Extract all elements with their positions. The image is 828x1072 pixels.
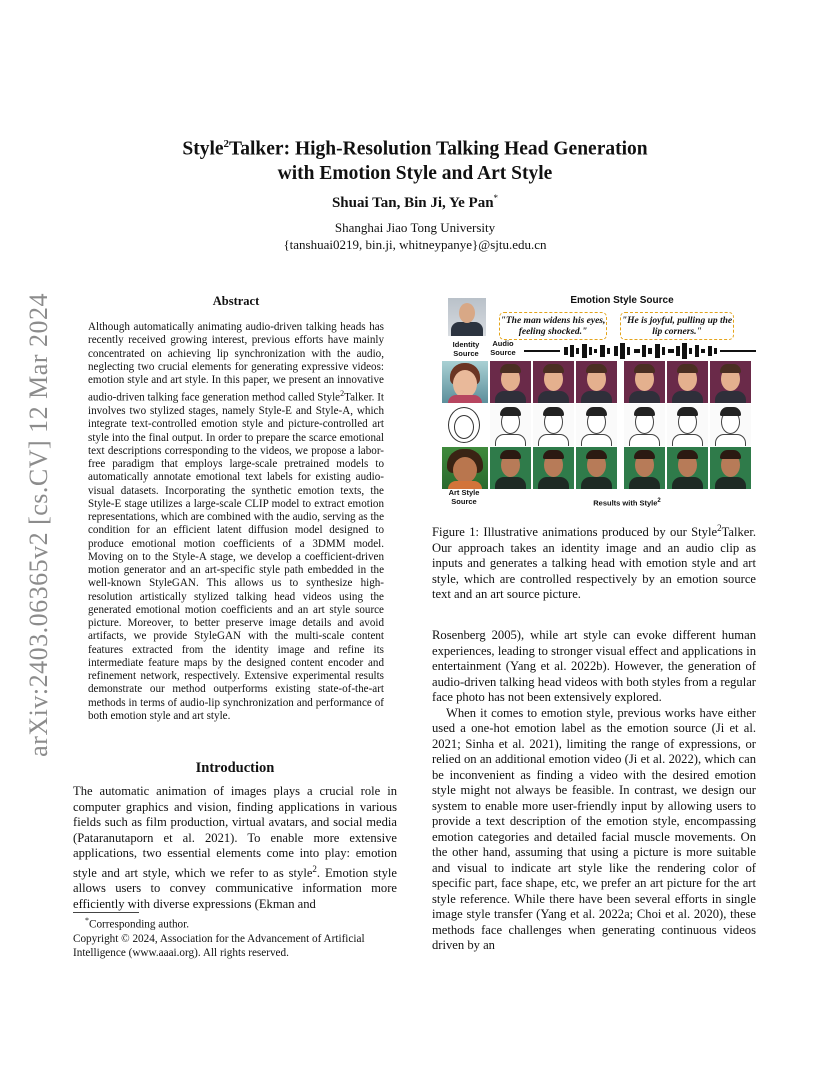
result-frame	[576, 447, 617, 489]
result-frame	[624, 447, 665, 489]
abstract-superscript: 2	[340, 389, 345, 399]
affiliation	[120, 219, 710, 253]
identity-photo	[448, 298, 486, 336]
result-frame	[667, 361, 708, 403]
art-style-picture-2	[442, 404, 488, 446]
result-frame	[533, 447, 574, 489]
footnote-rule	[73, 912, 139, 913]
result-frame	[624, 361, 665, 403]
abstract-heading: Abstract	[212, 294, 260, 308]
paper-title	[120, 132, 710, 186]
footnote	[73, 914, 397, 960]
figure-1	[432, 294, 756, 516]
art-style-label: Art Style Source	[448, 488, 480, 506]
result-frame	[710, 361, 751, 403]
result-frame	[624, 404, 665, 446]
arxiv-id-text: arXiv:2403.06365v2 [cs.CV] 12 Mar 2024	[24, 293, 53, 757]
footnote-mark: *	[85, 916, 89, 925]
results-label-text: Results with Style	[593, 498, 658, 508]
result-frame	[667, 404, 708, 446]
title-text: Style	[182, 138, 224, 160]
audio-waveform	[524, 342, 756, 360]
result-frame	[490, 361, 531, 403]
result-row-3	[442, 447, 756, 489]
audio-label: Audio Source	[490, 339, 516, 357]
footnote-copyright: Copyright © 2024, Association for the Advancement of Artificial Intelligence (www.aaai.org). All rights reserved.	[73, 932, 365, 959]
title-superscript: 2	[223, 138, 230, 150]
result-frame	[576, 404, 617, 446]
author-names: Shuai Tan, Bin Ji, Ye Pan	[331, 195, 494, 211]
result-frame	[710, 447, 751, 489]
intro-superscript: 2	[312, 863, 317, 874]
art-style-picture-1	[442, 361, 488, 403]
result-row-1	[442, 361, 756, 403]
introduction-heading: Introduction	[195, 760, 275, 776]
footnote-corresponding: Corresponding author.	[89, 918, 190, 931]
results-label-superscript: 2	[657, 498, 661, 504]
paragraph: Rosenberg 2005), while art style can evoke different human experiences, leading to stronger visual effect and applications in entertainment (Yang et al. 2022b). However, the generation of audio-driven talking head videos with both styles from a regular face photo has not been extensively explored.	[432, 628, 756, 704]
corresponding-mark: *	[493, 193, 499, 203]
art-style-picture-3	[442, 447, 488, 489]
result-frame	[576, 361, 617, 403]
identity-label: Identity Source	[452, 340, 480, 358]
emotion-quote-1: "The man widens his eyes, feeling shocked."	[499, 312, 607, 340]
result-row-2	[442, 404, 756, 446]
abstract-text	[88, 321, 384, 723]
right-column-text	[432, 628, 756, 954]
paragraph: When it comes to emotion style, previous works have either used a one-hot emotion label as the emotion source (Ji et al. 2021; Sinha et al. 2021), limiting the range of expressions, or relied on an additional emotion video (Ji et al. 2022), which can be inconvenient as finding a video with the desired emotion style might not always be feasible. In contrast, we design our system to enable more user-friendly input by allowing users to provide a text description of the emotion style, encompassing emotion categories and detailed facial muscle movements. On the other hand, assuming that using a picture is more suitable and visual to indicate art style like the rendering color of specific part, face shape, etc, we prefer an art picture for the art style reference. While there have been several efforts in single image style transfer (Yang et al. 2022a; Choi et al. 2020), these methods face challenges when generating continuous videos driven by an	[432, 705, 756, 952]
result-frame	[490, 447, 531, 489]
title-text: with Emotion Style and Art Style	[277, 162, 553, 184]
results-label	[552, 497, 702, 508]
intro-part: The automatic animation of images plays a crucial role in computer graphics and vision, finding applications in various fields such as film production, virtual avatars, and social media (Pataranutaporn et al. 2021). To enable more extensive applications, two essential elements come into play: emotion style and art style, which we refer to as style	[73, 784, 397, 880]
result-frame	[490, 404, 531, 446]
abstract-part: Although automatically animating audio-driven talking heads has recently received growing interest, previous efforts have mainly concentrated on achieving lip synchronization with the audio, neglecting two crucial elements for generating expressive videos: emotion style and art style. In this paper, we present an innovative audio-driven talking face generation method called Style	[88, 321, 384, 404]
emails: {tanshuai0219, bin.ji, whitneypanye}@sjtu.edu.cn	[283, 237, 547, 252]
figure-caption	[432, 521, 756, 603]
institution: Shanghai Jiao Tong University	[334, 220, 496, 235]
result-frame	[710, 404, 751, 446]
author-list	[120, 193, 710, 212]
intro-part: . Emotion style allows users to convey communicative information more efficiently with diverse expressions (Ekman and	[73, 865, 397, 911]
figure-emotion-title: Emotion Style Source	[570, 295, 674, 306]
result-frame	[533, 404, 574, 446]
result-frame	[533, 361, 574, 403]
emotion-quote-2: "He is joyful, pulling up the lip corners."	[620, 312, 734, 340]
abstract-part: Talker. It involves two stylized stages, namely Style-E and Style-A, which integrate text-controlled emotion style and picture-controlled art style into the final output. In order to prepare the scarce emotional text descriptions corresponding to the videos, we propose a labor-free paradigm that employs large-scale pretrained models to automatically annotate emotional text labels for existing audio-visual datasets. Incorporating the synthetic emotion texts, the Style-E stage utilizes a large-scale CLIP model to extract emotion representations, which are combined with the audio, serving as the condition for an efficient latent diffusion model designed to produce emotional motion coefficients of a 3DMM model. Moving on to the Style-A stage, we develop a coefficient-driven motion generator and an art-specific style path embedded in the well-known StyleGAN. This allows us to synthesize high-resolution artistically stylized talking head videos using the generated emotional motion coefficients and an art style source picture. Moreover, to better preserve image details and avoid artifacts, we provide StyleGAN with the multi-scale content features extracted from the identity image and refine its intermediate feature maps by the designed content encoder and refinement network, respectively. Extensive experimental results demonstrate our method outperforms existing state-of-the-art methods in terms of audio-lip synchronization and performance of both emotion style and art style.	[88, 391, 384, 722]
caption-part: Figure 1: Illustrative animations produced by our Style	[432, 525, 718, 540]
introduction-text	[73, 784, 397, 912]
arxiv-identifier	[22, 285, 56, 765]
caption-superscript: 2	[717, 523, 722, 533]
result-frame	[667, 447, 708, 489]
title-text: Talker: High-Resolution Talking Head Generation	[229, 138, 648, 160]
caption-part: Talker. Our approach takes an identity image and an audio clip as inputs and generates a talking head with emotion style and art style, which are controlled respectively by an emotion source text and an art source picture.	[432, 525, 756, 602]
